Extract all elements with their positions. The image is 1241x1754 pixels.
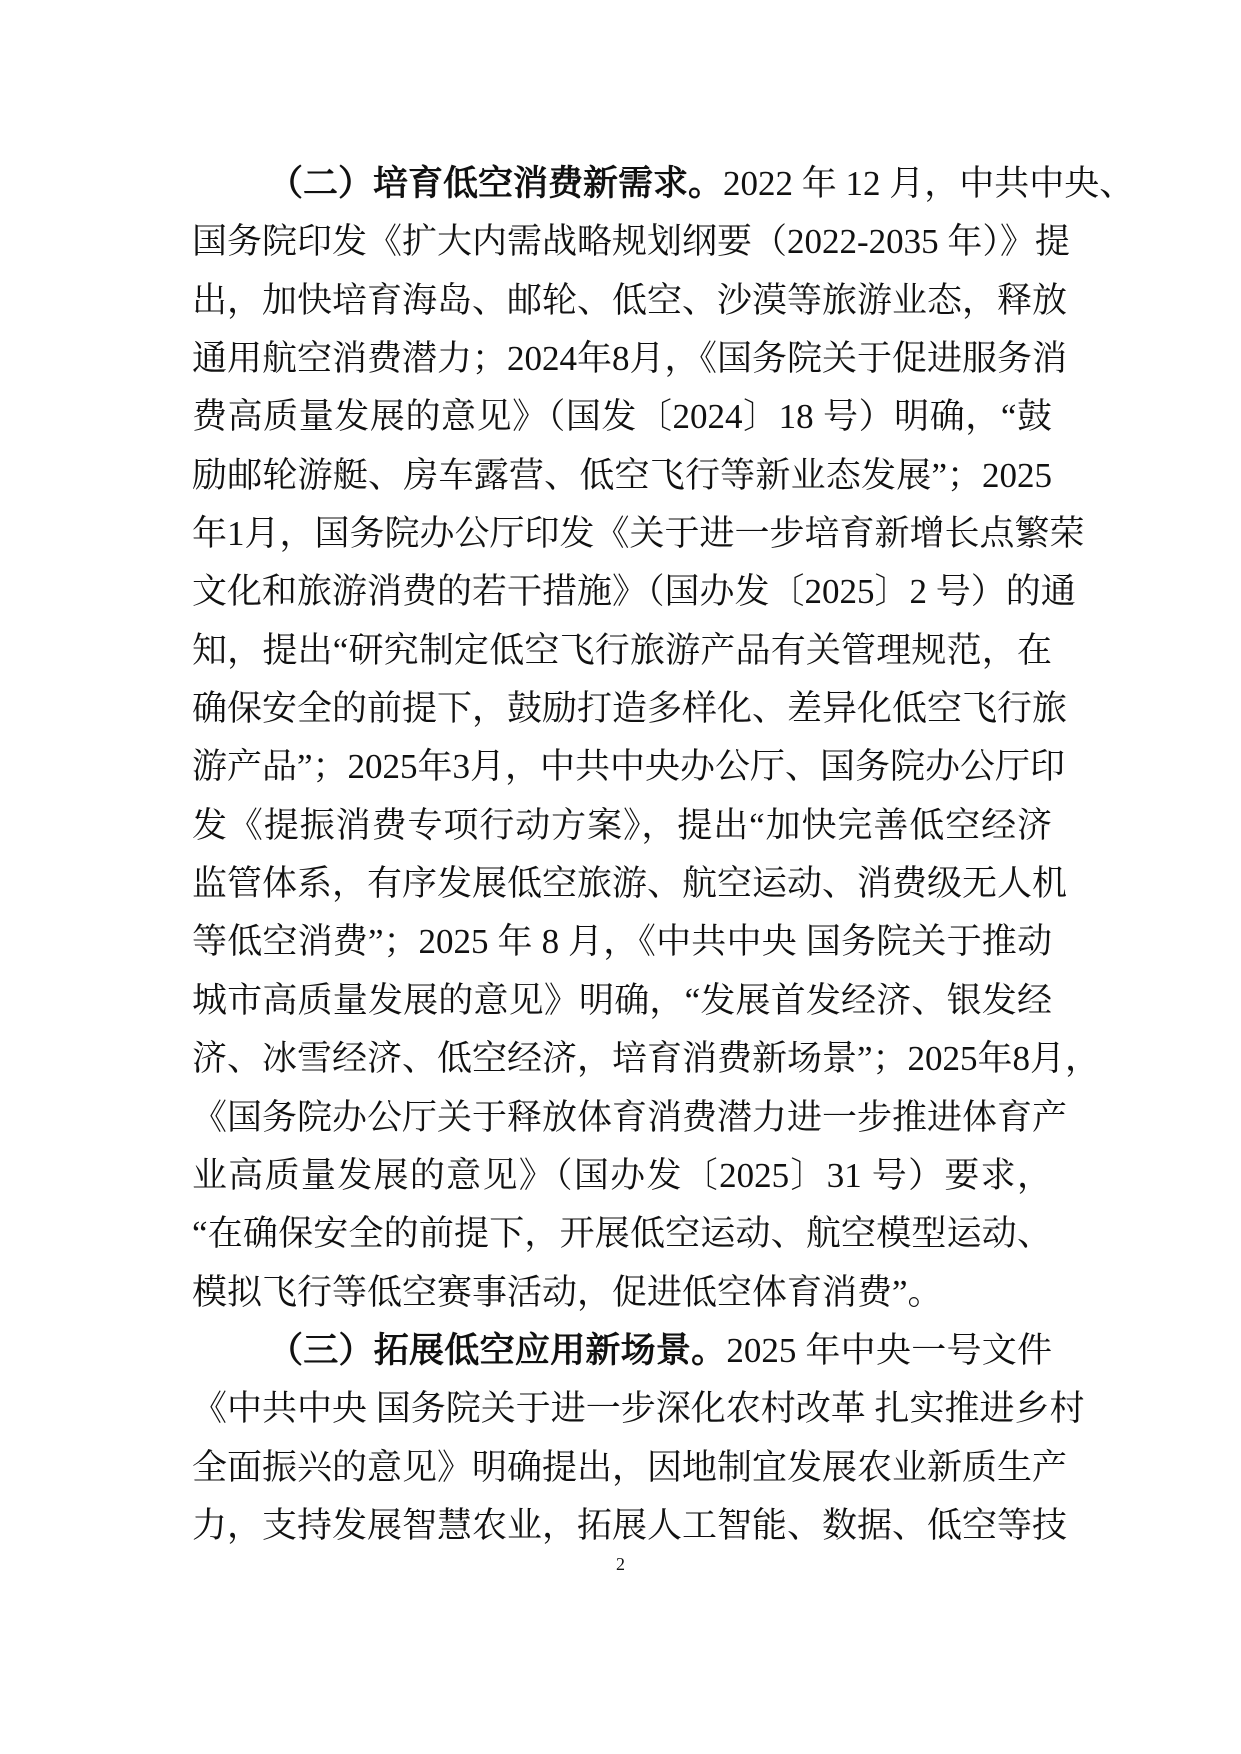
body-line: 济、冰雪经济、低空经济，培育消费新场景”；2025年8月， — [192, 1039, 1101, 1079]
body-line: 费高质量发展的意见》（国发〔2024〕18 号）明确，“鼓 — [192, 397, 1052, 437]
body-line: 模拟飞行等低空赛事活动，促进低空体育消费”。 — [192, 1272, 943, 1312]
body-line: 城市高质量发展的意见》明确，“发展首发经济、银发经 — [192, 980, 1052, 1020]
body-line: 游产品”；2025年3月，中共中央办公厅、国务院办公厅印 — [192, 747, 1066, 787]
body-line: “在确保安全的前提下，开展低空运动、航空模型运动、 — [192, 1214, 1052, 1254]
body-line: 监管体系，有序发展低空旅游、航空运动、消费级无人机 — [192, 864, 1068, 904]
body-line: 全面振兴的意见》明确提出，因地制宜发展农业新质生产 — [192, 1447, 1068, 1487]
body-line: 力，支持发展智慧农业，拓展人工智能、数据、低空等技 — [192, 1505, 1068, 1545]
body-line: 确保安全的前提下，鼓励打造多样化、差异化低空飞行旅 — [192, 689, 1068, 729]
body-text: 2022 年 12 月，中共中央、 — [723, 164, 1135, 203]
section-heading-line — [192, 1322, 1052, 1380]
body-line: 知，提出“研究制定低空飞行旅游产品有关管理规范，在 — [192, 630, 1052, 670]
document-body — [192, 155, 1135, 1555]
page-number: 2 — [616, 1554, 625, 1574]
body-line: 文化和旅游消费的若干措施》（国办发〔2025〕2 号）的通 — [192, 572, 1076, 612]
body-line: 《国务院办公厅关于释放体育消费潜力进一步推进体育产 — [192, 1097, 1068, 1137]
body-line: 发《提振消费专项行动方案》，提出“加快完善低空经济 — [192, 805, 1052, 845]
body-line: 等低空消费”；2025 年 8 月，《中共中央 国务院关于推动 — [192, 922, 1052, 962]
section-heading-3: （三）拓展低空应用新场景。 — [268, 1330, 727, 1370]
body-line: 业高质量发展的意见》（国办发〔2025〕31 号）要求， — [192, 1155, 1052, 1195]
body-line: 国务院印发《扩大内需战略规划纲要（2022-2035 年）》提 — [192, 222, 1070, 262]
section-heading-line — [192, 155, 1135, 213]
body-line: 《中共中央 国务院关于进一步深化农村改革 扎实推进乡村 — [192, 1389, 1085, 1429]
body-line: 通用航空消费潜力；2024年8月，《国务院关于促进服务消 — [192, 339, 1068, 379]
body-line: 出，加快培育海岛、邮轮、低空、沙漠等旅游业态，释放 — [192, 280, 1068, 320]
body-line: 励邮轮游艇、房车露营、低空飞行等新业态发展”；2025 — [192, 455, 1052, 495]
body-text: 2025 年中央一号文件 — [726, 1330, 1052, 1370]
section-heading-2: （二）培育低空消费新需求。 — [268, 164, 724, 203]
body-line: 年1月，国务院办公厅印发《关于进一步培育新增长点繁荣 — [192, 514, 1085, 554]
